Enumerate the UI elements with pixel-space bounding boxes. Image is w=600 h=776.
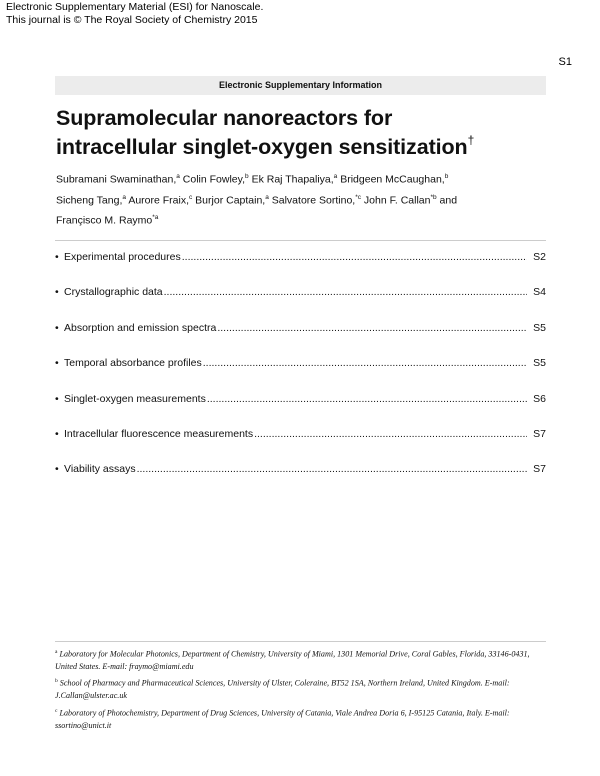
footnote-text: Laboratory of Photochemistry, Department of Drug Sciences, University of Catania, Viale Andrea Doria 6, I-95125 Catania, Italy. E-mail: ssortino@unict.it [55,708,510,730]
esi-header-note [6,1,263,27]
toc-leader-dots [254,428,527,440]
toc-item-label: Experimental procedures [64,251,181,263]
bullet-icon: • [55,321,59,334]
author-line-3 [56,209,546,230]
toc-item-label: Singlet-oxygen measurements [64,392,206,405]
esi-header-line-2: This journal is © The Royal Society of Chemistry 2015 [6,14,258,26]
toc-leader-dots [182,251,527,263]
title-line-2-text: intracellular singlet-oxygen sensitization [56,135,468,160]
title-line-2 [56,130,556,159]
author-affiliation: b [245,173,249,180]
author-affiliation: *b [430,193,437,201]
author-line-2 [56,189,546,210]
footnote-text: Laboratory for Molecular Photonics, Department of Chemistry, University of Miami, 1301 Memorial Drive, Coral Gables, Florida, 33146-0431, United States. E-mail: fraymo@miami.edu [55,649,530,671]
author-affiliation: c [189,193,193,201]
toc-item-page: S7 [533,463,546,476]
bullet-icon: • [55,251,59,263]
toc-item-label: Crystallographic data [64,286,163,299]
divider-top [55,240,546,241]
toc-leader-dots [164,286,527,298]
toc-item-label: Absorption and emission spectra [64,321,217,334]
toc-item[interactable] [55,322,546,357]
paper-title [56,106,556,159]
toc-leader-dots [203,357,527,369]
author-name: Burjor Captain, [192,194,266,206]
toc-leader-dots [137,463,527,475]
author-name: Bridgeen McCaughan, [337,173,445,186]
toc-item[interactable] [55,463,546,498]
author-name: John F. Callan [361,194,431,206]
esi-label-bar: Electronic Supplementary Information [55,76,546,95]
footnote-mark: c [55,707,58,714]
footnote [55,675,546,702]
author-affiliation: b [444,173,449,180]
toc-item-label: Intracellular fluorescence measurements [64,427,254,440]
author-name: Subramani Swaminathan, [56,173,177,186]
author-name: Françisco M. Raymo [56,214,153,227]
toc-leader-dots [207,393,527,405]
toc-item-page: S5 [533,321,546,334]
toc-item-page: S2 [533,251,546,263]
bullet-icon: • [55,357,59,370]
page-number: S1 [558,56,572,68]
toc-item[interactable] [55,393,546,428]
author-name: Ek Raj Thapaliya, [248,173,334,186]
author-name: Colin Fowley, [179,173,246,186]
toc-item[interactable] [55,251,546,286]
toc-item-label: Viability assays [64,463,136,476]
toc-item-page: S4 [533,286,546,299]
toc-item-page: S5 [533,357,546,370]
author-affiliation: a [265,193,269,201]
title-line-1: Supramolecular nanoreactors for [56,106,393,130]
bullet-icon: • [55,427,59,440]
toc-item[interactable] [55,357,546,392]
toc-item[interactable] [55,428,546,463]
author-name: Aurore Fraix, [125,194,190,206]
author-affiliation: a [176,173,180,180]
bullet-icon: • [55,286,59,299]
footnote-mark: b [55,678,58,685]
author-affiliation: *a [152,214,159,221]
author-affiliation: *c [355,193,362,201]
author-affiliation: a [333,173,338,180]
author-name: Salvatore Sortino, [268,194,356,206]
footnote-text: School of Pharmacy and Pharmaceutical Sciences, University of Ulster, Coleraine, BT52 1SA, Northern Ireland, United Kingdom. E-mail: J.Callan@ulster.ac.uk [55,678,510,701]
toc-item-label: Temporal absorbance profiles [64,357,202,370]
title-dagger: † [467,133,475,147]
bullet-icon: • [55,463,59,476]
footnote [55,705,546,732]
author-line-1 [56,168,546,189]
author-name: Sicheng Tang, [56,194,123,206]
footnote [55,646,546,673]
footnote-mark: a [55,649,58,655]
author-list [56,168,546,230]
bullet-icon: • [55,392,59,405]
toc-leader-dots [217,322,527,334]
table-of-contents [55,251,546,499]
toc-item[interactable] [55,286,546,321]
author-conjunction: and [436,194,458,206]
author-affiliation: a [122,193,126,201]
esi-header-line-1: Electronic Supplementary Material (ESI) for Nanoscale. [6,1,264,13]
affiliation-footnotes [55,646,546,734]
toc-item-page: S6 [533,392,546,405]
divider-footnotes [55,641,546,642]
toc-item-page: S7 [533,427,546,440]
